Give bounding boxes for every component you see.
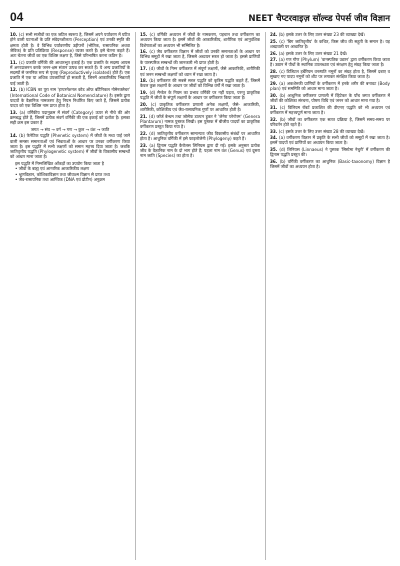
answer-number: 13. [10,109,20,115]
answer-text: (d) जॉर्ज बेन्थम तथा जोसेफ डाल्टन हूकर ने 'जेनेरा प्लेन्टेरम' (Genera Plantarum) नामक पुस्तक लिखी। इस पुस्तक में बीजीय पादपों का प्राकृतिक वर्गीकरण प्रस्तुत किया गया है। [140,113,260,130]
header-rule [10,27,390,28]
answer-text: (a) वर्गीकरण विज्ञान में प्रकृति के सभी जीवों को समूहों में रखा जाता है। इसमें पादपों एवं प्राणियों का अध्ययन किया जाता है। [270,135,390,146]
answer-number: 29. [270,80,280,86]
answer-number: 33. [270,128,279,134]
column-3 [265,32,390,560]
answer-number: 22. [140,130,150,136]
answer-item [270,135,390,146]
answer-number: 18. [140,78,150,84]
answer-item [140,102,260,113]
answer-number: 20. [140,101,151,107]
answer-number: 14. [10,133,20,139]
answer-number: 10. [10,32,19,37]
answer-item [140,32,260,48]
answer-text: इस पद्धति में निम्नलिखित आँकड़ों का उपयोग किया जाता है [15,161,104,167]
answer-number: 27. [270,57,279,63]
answer-item [270,129,390,134]
answer-item [10,87,130,108]
answer-number: 24. [270,32,279,37]
answer-text: (a) वर्गिकीय पदानुक्रम में संवर्ग (Category) ऊपर से नीचे की ओर क्रमबद्ध होते हैं, जिसमें प्रत्येक संवर्ग वर्गिकी की एक इकाई को दर्शाता है। इसका सही क्रम इस प्रकार है [10,109,130,126]
answer-item [140,66,260,77]
answer-item [140,78,260,89]
answer-text: (c) 'बिग जातिवृत्तीय' के कथित, किस जीव की सहूती के समान है। यह शब्दावली पर आधारित है। [270,38,390,49]
answer-number: 35. [270,147,280,153]
answer-text: (d) जातिवृत्तीय वर्गीकरण सामान्यतः जीव विकासीय संबंधों पर आधारित होता है। आधुनिक वर्गिकी में इसे फाइलोजेनी (Phylogeny) कहते हैं। [140,130,260,142]
answer-item [10,32,130,58]
answer-text: (b) वर्गिकी वर्गीकरण का आधुनिक (Basic-taxonomy) विज्ञान है जिसमें जीवों का अध्ययन होता है। [270,158,390,170]
answer-number: 12. [10,87,19,93]
answer-text: (b) फेनेटिक पद्धति (Phenetic system) में जीवों के मध्य पाई जाने वाली समस्त समानताओं एवं भिन्नताओं के आधार पर उनका वर्गीकरण किया जाता है। इस पद्धति में सभी लक्षणों को समान महत्त्व दिया जाता है। जबकि जातिवृत्तीय पद्धति (Phylogenetic system) में जीवों के विकासीय सम्बन्धों को आधार माना जाता है। [10,133,130,160]
answer-item [270,159,390,170]
answer-item [10,60,130,86]
answer-text: • जैव-रासायनिक तथा आण्विक (DNA एवं प्रोटीन) अनुक्रम [15,176,105,182]
page-number: 04 [10,10,24,24]
answer-number: 15. [140,32,150,37]
answer-number: 19. [140,90,150,96]
answer-text: (c) डिजिटल हर्बेरियम वनस्पति नमूनों का संग्रह होता है, जिसमें दबाए व सुखाए गए पादप नमूनों को शीट पर लगाकर संरक्षित किया जाता है। [270,69,390,80]
answer-text: (a) इसके उत्तर के लिए उत्तर संख्या 21 देखें। [278,50,348,56]
answer-text: (c) जैव वर्गीकरण विज्ञान में जीवों को उनकी समानताओं के आधार पर विभिन्न समूहों में रखा जाता है, जिससे अध्ययन सरल हो जाता है। इससे प्राणियों के पारस्परिक सम्बन्धों की जानकारी भी प्राप्त होती है। [140,49,260,65]
answer-item [270,32,390,37]
answer-item [270,117,390,128]
answer-text: (a) गण गौण (Phylum) 'वानस्पतिक उद्यान' द्वारा वर्गीकरण किया जाता है। उद्यान में पौधों के स्थानिक उपलब्धता एवं संरक्षण हेतु संग्रह किया जाता है। [270,57,390,68]
answer-text: (d) जीवों के निम्न वर्गीकरण में संपूर्ण लक्षणों, जैसे आकारिकी, शारीरिकी एवं जनन सम्बन्धी लक्षणों को ध्यान में रखा जाता है। [140,66,260,77]
answer-number: 31. [270,104,280,110]
answer-text: (b) जीवों का वर्गीकरण एक सतत प्रक्रिया है, जिसमें समय-समय पर परिवर्तन होते रहते हैं। [270,116,390,127]
answer-item [140,49,260,65]
answer-item [270,69,390,80]
answer-item [270,81,390,92]
answer-item [140,131,260,142]
answer-number: 17. [140,66,150,72]
column-1 [10,32,130,560]
answer-text: (a) अकशेरुकी प्राणियों के वर्गीकरण में इनके शरीर की बनावट (Body plan) एवं सममिति को आधार माना जाता है। [270,80,390,92]
answer-item [270,93,390,104]
answer-item [140,90,260,101]
answer-item [140,143,260,159]
answer-text: (c) सभी सजीवों का एक जटिल स्वरूप है, जिसमें अपने पर्यावरण में घटित होने वाली घटनाओं के प्रति संवेदनशीलता (Perception) एवं उनकी स्मृति की क्षमता होती है। वे विभिन्न पर्यावरणीय उद्दीपनों (भौतिक, रासायनिक अथवा जैविक) के प्रति प्रतिक्रिया (Response) व्यक्त करते हैं। इसे चेतना कहते हैं। अतः चेतना जीवों का एक विशिष्ट लक्षण है, जिसे परिभाषित करना कठिन है। [10,32,130,58]
answer-item [270,39,390,50]
answer-item [10,127,130,132]
column-2 [135,32,260,560]
answer-item [270,57,390,68]
answer-text: (a) द्विनाम पद्धति कैरोलस लिनियस द्वारा दी गई। इसके अनुसार प्रत्येक जीव के वैज्ञानिक नाम के दो भाग होते हैं; पहला नाम वंश (Genus) एवं दूसरा नाम जाति (Species) का होता है। [140,142,260,159]
answer-text: • जीवों के बाह्य एवं आन्तरिक आकारिकीय लक्षण [15,166,90,172]
answer-number: 30. [270,92,280,98]
answer-columns [10,32,390,560]
answer-text: (c) इसके उत्तर के लिए उत्तर संख्या 28 की व्याख्या देखें। [278,128,365,134]
answer-number: 34. [270,135,280,141]
answer-item [270,147,390,158]
answer-text: (c) विलियम रॉबर्ट प्रकाशित की डीएनए पद्धति को भी अध्ययन एवं वर्गीकरण में महत्त्वपूर्ण माना जाता है। [270,104,390,115]
answer-number: 26. [270,50,279,56]
answer-number: 36. [270,158,280,164]
answer-item [10,133,130,159]
answer-number: 21. [140,113,149,119]
answer-text: (d) मैन्डेल के नियम का प्रभाव वर्गिकी पर नहीं पड़ता, परन्तु प्राकृतिक पद्धति में जीवों के संपूर्ण लक्षणों के आधार पर वर्गीकरण किया जाता है। [140,90,260,101]
answer-item [10,110,130,126]
answer-text: (c) वर्गिकी अध्ययन में जीवों के नामकरण, पहचान तथा वर्गीकरण का अध्ययन किया जाता है। इसमें जीवों की आकारिकीय, शारीरिक एवं आनुवंशिक विशेषताओं का अध्ययन भी सम्मिलित है। [140,32,260,48]
answer-text: (b) वर्गीकरण की सबसे सरल पद्धति को कृत्रिम पद्धति कहते हैं, जिसमें केवल कुछ लक्षणों के आधार पर जीवों को विभिन्न वर्गों में रखा जाता है। [140,78,260,89]
answer-text: (d) लिनियस (Linnaeus) ने पुस्तक 'सिस्टेमा नेचुरी' में वर्गीकरण की द्विनाम पद्धति प्रस्तुत की। [270,147,390,158]
answer-item [15,177,130,182]
answer-text: (b) आधुनिक वर्गीकरण प्रणाली में व्हिटेकर के पाँच जगत वर्गीकरण में जीवों की कोशिका संरचना, पोषण विधि एवं जनन को आधार माना गया है। [270,92,390,104]
answer-text: जगत → संघ → वर्ग → गण → कुल → वंश → जाति [30,126,110,132]
answer-number: 28. [270,69,280,75]
book-title: NEET चैप्टरवाइज़ सॉल्व्ड पेपर्स जीव विज्ञान [248,14,390,24]
answer-number: 23. [140,142,150,148]
answer-item [270,51,390,56]
answer-item [270,105,390,116]
answer-number: 25. [270,38,280,44]
answer-number: 32. [270,116,280,122]
answer-text: • भ्रूणविज्ञान, कोशिकाविज्ञान तथा जीवाश्म विज्ञान से प्राप्त तथ्य [15,171,110,177]
answer-number: 11. [10,59,20,65]
answer-text: (c) प्रजाति वर्गिकी की आधारभूत इकाई है। एक प्रजाति के सदस्य आपस में अन्तःप्रजनन करके जनन-क्षम संतान उत्पन्न कर सकते हैं। ये अन्य प्रजातियों के सदस्यों से जननिक रूप से पृथक् (Reproductively isolated) होते हैं। एक प्रजाति में एक या अधिक उपजातियाँ हो सकती हैं, जिनमें आकारिकीय भिन्नताएँ पाई जाती हैं। [10,59,130,86]
page-header [10,8,390,24]
answer-text: (b) ICBN का पूरा नाम 'इण्टरनेशनल कोड ऑफ बॉटैनिकल नोमेनक्लेचर' (International Code of Botanical Nomenclature) है। इसके द्वारा पादपों के वैज्ञानिक नामकरण हेतु नियम निर्धारित किए जाते हैं, जिससे प्रत्येक पादप को एक विशिष्ट नाम प्राप्त होता है। [10,87,130,109]
answer-text: (c) प्राकृतिक वर्गीकरण प्रणाली अनेक लक्षणों, जैसे- आकारिकी, शारीरिकी, कोशिकीय एवं जैव-रासायनिक गुणों पर आधारित होती है। [140,101,260,113]
answer-item [140,114,260,130]
answer-text: (b) इसके उत्तर के लिए उत्तर संख्या 23 की व्याख्या देखें। [278,32,365,37]
answer-number: 16. [140,49,150,55]
